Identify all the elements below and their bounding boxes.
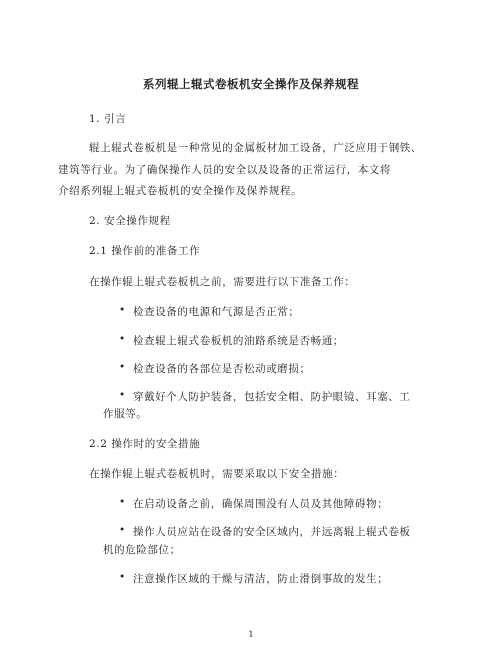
section-2-heading: 2. 安全操作规程 <box>89 215 171 227</box>
paragraph-line: 辊上辊式卷板机是一种常见的金属板材加工设备，广泛应用于钢铁、 <box>89 142 422 154</box>
list-item: 在启动设备之前，确保周围没有人员及其他障碍物； <box>133 498 389 510</box>
bullet-icon: • <box>119 304 126 316</box>
list-item: 检查设备的电源和气源是否正常； <box>133 306 300 318</box>
page-number: 1 <box>248 630 254 639</box>
bullet-icon: • <box>119 333 126 345</box>
bullet-icon: • <box>119 389 126 401</box>
paragraph-line: 介绍系列辊上辊式卷板机的安全操作及保养规程。 <box>58 185 303 197</box>
list-item: 注意操作区域的干燥与清洁，防止滑倒事故的发生； <box>133 573 389 585</box>
bullet-icon: • <box>119 524 126 536</box>
subsection-intro: 在操作辊上辊式卷板机时，需要采取以下安全措施： <box>89 468 345 480</box>
section-1-heading: 1. 引言 <box>89 113 127 125</box>
list-item-continuation: 作服等。 <box>103 408 148 420</box>
list-item: 操作人员应站在设备的安全区域内，并远离辊上辊式卷板 <box>133 526 411 538</box>
subsection-intro: 在操作辊上辊式卷板机之前，需要进行以下准备工作： <box>89 276 356 288</box>
list-item-continuation: 机的危险部位； <box>103 544 181 556</box>
subsection-2-2-heading: 2.2 操作时的安全措施 <box>89 438 201 450</box>
bullet-icon: • <box>119 361 126 373</box>
subsection-2-1-heading: 2.1 操作前的准备工作 <box>89 245 201 257</box>
document-title: 系列辊上辊式卷板机安全操作及保养规程 <box>143 77 359 91</box>
list-item: 穿戴好个人防护装备，包括安全帽、防护眼镜、耳塞、工 <box>133 391 411 403</box>
paragraph-line: 建筑等行业。为了确保操作人员的安全以及设备的正常运行，本文将 <box>58 164 391 176</box>
list-item: 检查辊上辊式卷板机的油路系统是否畅通； <box>133 335 344 347</box>
bullet-icon: • <box>119 571 126 583</box>
list-item: 检查设备的各部位是否松动或磨损； <box>133 363 311 375</box>
bullet-icon: • <box>119 496 126 508</box>
